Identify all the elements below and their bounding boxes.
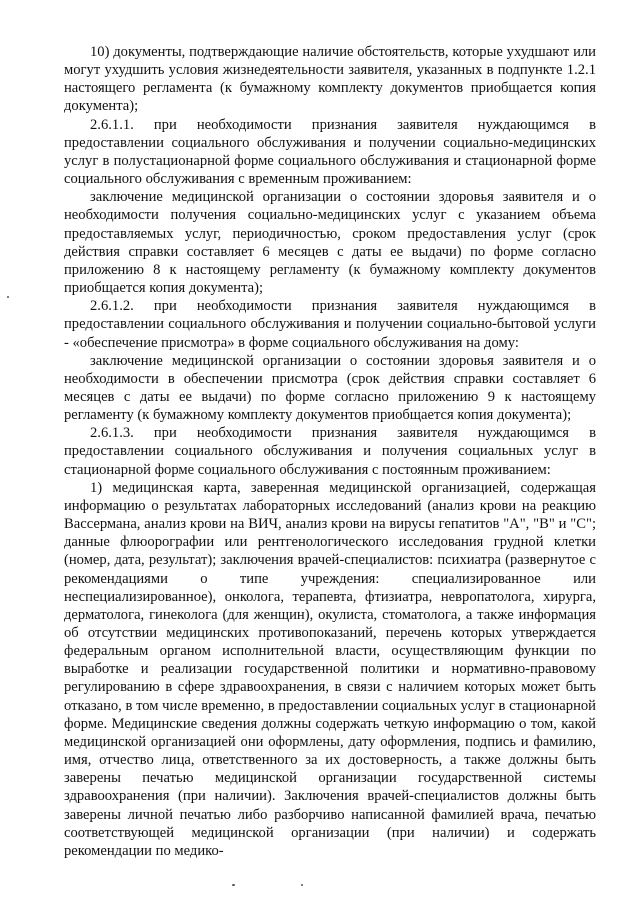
paragraph-medical-conclusion-services: заключение медицинской организации о состоянии здоровья заявителя и о необходимости получения социально-медицинских услуг с указанием объема предоставляемых услуг, периодичностью, сроком предоставления услуг (срок действия справки составляет 6 месяцев с даты ее выдачи) по форме согласно приложению 8 к настоящему регламенту (к бумажному комплекту документов приобщается копия документа); [64, 189, 596, 297]
scan-speck [7, 296, 9, 298]
paragraph-2-6-1-1: 2.6.1.1. при необходимости признания заявителя нуждающимся в предоставлении социального обслуживания и получении социально-медицинских услуг в полустационарной форме социального обслуживания и стационарной форме социального обслуживания с временным проживанием: [64, 116, 596, 188]
paragraph-item-10-documents: 10) документы, подтверждающие наличие обстоятельств, которые ухудшают или могут ухудшить условия жизнедеятельности заявителя, указанных в подпункте 1.2.1 настоящего регламента (к бумажному комплекту документов приобщается копия документа); [64, 44, 596, 115]
paragraph-2-6-1-2: 2.6.1.2. при необходимости признания заявителя нуждающимся в предоставлении социального обслуживания и получении социально-бытовой услуги - «обеспечение присмотра» в форме социального обслуживания на дому: [64, 298, 596, 351]
scan-speck [301, 884, 303, 886]
scan-speck [232, 884, 235, 886]
paragraph-2-6-1-3: 2.6.1.3. при необходимости признания заявителя нуждающимся в предоставлении социального обслуживания и получения социальных услуг в стационарной форме социального обслуживания с постоянным проживанием: [64, 425, 596, 478]
paragraph-medical-conclusion-supervision: заключение медицинской организации о состоянии здоровья заявителя и о необходимости в обеспечении присмотра (срок действия справки составляет 6 месяцев с даты ее выдачи) по форме согласно приложению 9 к настоящему регламенту (к бумажному комплекту документов приобщается копия документа); [64, 352, 596, 424]
paragraph-item-1-medical-card: 1) медицинская карта, заверенная медицинской организацией, содержащая информацию о результатах лабораторных исследований (анализ крови на реакцию Вассермана, анализ крови на ВИЧ, анализ крови на вирусы гепатитов "А", "В" и "С"; данные флюорографии или рентгенологического исследования грудной клетки (номер, дата, результат); заключения врачей-специалистов: психиатра (развернутое с рекомендациями о типе учреждения: специализированное или неспециализированное), онколога, терапевта, фтизиатра, невропатолога, хирурга, дерматолога, гинеколога (для женщин), окулиста, стоматолога, а также информация об отсутствии медицинских противопоказаний, перечень которых утверждается федеральным органом исполнительной власти, осуществляющим функции по выработке и реализации государственной политики и нормативно-правовому регулированию в сфере здравоохранения, в связи с наличием которых может быть отказано, в том числе временно, в предоставлении социальных услуг в стационарной форме. Медицинские сведения должны содержать четкую информацию о том, какой медицинской организацией они оформлены, дату оформления, подпись и фамилию, имя, отчество лица, ответственного за их достоверность, а также должны быть заверены печатью медицинской организации государственной системы здравоохранения (при наличии). Заключения врачей-специалистов должны быть заверены личной печатью либо разборчиво написанной фамилией врача, печатью соответствующей медицинской организации (при наличии) и содержать рекомендации по медико- [64, 479, 596, 859]
document-body [64, 43, 596, 860]
